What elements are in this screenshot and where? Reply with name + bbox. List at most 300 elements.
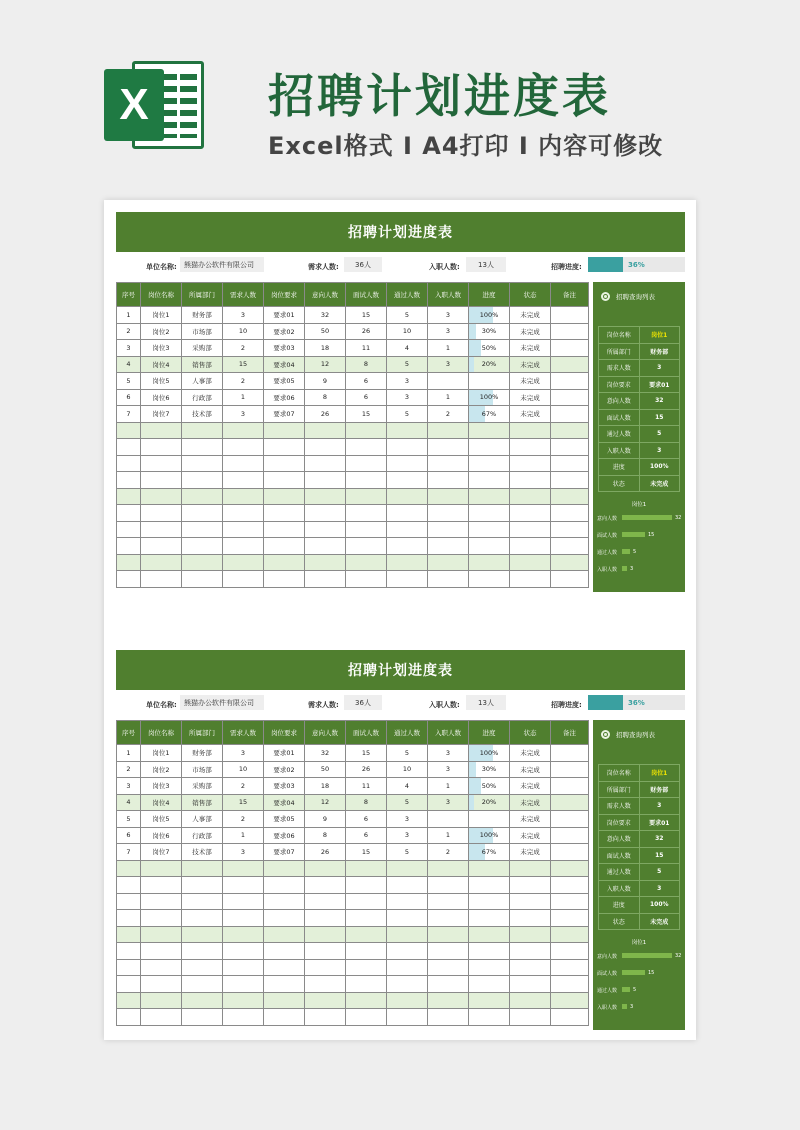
cell-intent[interactable] — [305, 976, 346, 993]
cell-status[interactable] — [510, 992, 551, 1009]
cell-post[interactable]: 岗位2 — [141, 323, 182, 340]
cell-progress[interactable] — [469, 959, 510, 976]
cell-interview[interactable] — [346, 538, 387, 555]
cell-intent[interactable] — [305, 877, 346, 894]
cell-pass[interactable] — [387, 505, 428, 522]
cell-pass[interactable] — [387, 422, 428, 439]
column-header[interactable]: 意向人数 — [305, 721, 346, 745]
cell-need[interactable]: 15 — [223, 794, 264, 811]
cell-hired[interactable] — [428, 554, 469, 571]
cell-status[interactable] — [510, 422, 551, 439]
cell-note[interactable] — [551, 554, 589, 571]
cell-need[interactable] — [223, 860, 264, 877]
cell-status[interactable] — [510, 976, 551, 993]
column-header[interactable]: 意向人数 — [305, 283, 346, 307]
cell-hired[interactable]: 2 — [428, 406, 469, 423]
cell-dept[interactable]: 采购部 — [182, 340, 223, 357]
cell-no[interactable]: 3 — [117, 778, 141, 795]
cell-req[interactable]: 要求06 — [264, 827, 305, 844]
cell-note[interactable] — [551, 307, 589, 324]
cell-req[interactable] — [264, 472, 305, 489]
cell-interview[interactable]: 6 — [346, 389, 387, 406]
cell-no[interactable]: 1 — [117, 745, 141, 762]
cell-hired[interactable] — [428, 571, 469, 588]
column-header[interactable]: 所属部门 — [182, 283, 223, 307]
cell-need[interactable] — [223, 910, 264, 927]
cell-note[interactable] — [551, 472, 589, 489]
cell-intent[interactable] — [305, 926, 346, 943]
cell-req[interactable]: 要求01 — [264, 307, 305, 324]
cell-dept[interactable]: 市场部 — [182, 323, 223, 340]
cell-note[interactable] — [551, 877, 589, 894]
cell-status[interactable]: 未完成 — [510, 811, 551, 828]
cell-no[interactable] — [117, 893, 141, 910]
cell-hired[interactable] — [428, 1009, 469, 1026]
cell-interview[interactable] — [346, 554, 387, 571]
cell-req[interactable] — [264, 455, 305, 472]
cell-note[interactable] — [551, 926, 589, 943]
cell-note[interactable] — [551, 1009, 589, 1026]
column-header[interactable]: 岗位名称 — [141, 721, 182, 745]
cell-intent[interactable]: 32 — [305, 745, 346, 762]
cell-status[interactable]: 未完成 — [510, 307, 551, 324]
cell-progress[interactable] — [469, 455, 510, 472]
cell-post[interactable] — [141, 488, 182, 505]
cell-post[interactable] — [141, 926, 182, 943]
cell-status[interactable] — [510, 893, 551, 910]
cell-post[interactable]: 岗位7 — [141, 844, 182, 861]
cell-dept[interactable] — [182, 926, 223, 943]
cell-hired[interactable] — [428, 373, 469, 390]
cell-interview[interactable]: 15 — [346, 307, 387, 324]
cell-need[interactable]: 3 — [223, 307, 264, 324]
cell-dept[interactable] — [182, 455, 223, 472]
cell-no[interactable] — [117, 571, 141, 588]
cell-pass[interactable] — [387, 976, 428, 993]
cell-note[interactable] — [551, 373, 589, 390]
cell-progress[interactable] — [469, 422, 510, 439]
lookup-selector-dropdown[interactable]: 岗位1 — [639, 765, 680, 782]
cell-hired[interactable] — [428, 521, 469, 538]
cell-interview[interactable] — [346, 976, 387, 993]
cell-progress[interactable] — [469, 827, 510, 844]
cell-status[interactable] — [510, 943, 551, 960]
cell-pass[interactable] — [387, 554, 428, 571]
cell-intent[interactable] — [305, 959, 346, 976]
cell-interview[interactable] — [346, 910, 387, 927]
cell-req[interactable]: 要求01 — [264, 745, 305, 762]
cell-progress[interactable] — [469, 472, 510, 489]
cell-hired[interactable]: 1 — [428, 827, 469, 844]
cell-intent[interactable]: 8 — [305, 389, 346, 406]
cell-intent[interactable] — [305, 505, 346, 522]
cell-note[interactable] — [551, 844, 589, 861]
cell-note[interactable] — [551, 521, 589, 538]
cell-need[interactable] — [223, 976, 264, 993]
cell-progress[interactable] — [469, 439, 510, 456]
need-field[interactable]: 36人 — [344, 695, 382, 710]
cell-note[interactable] — [551, 893, 589, 910]
cell-note[interactable] — [551, 860, 589, 877]
cell-dept[interactable]: 销售部 — [182, 356, 223, 373]
cell-pass[interactable]: 4 — [387, 778, 428, 795]
column-header[interactable]: 通过人数 — [387, 283, 428, 307]
cell-need[interactable]: 2 — [223, 373, 264, 390]
cell-req[interactable]: 要求04 — [264, 356, 305, 373]
cell-req[interactable] — [264, 926, 305, 943]
column-header[interactable]: 所属部门 — [182, 721, 223, 745]
cell-need[interactable]: 2 — [223, 778, 264, 795]
cell-pass[interactable] — [387, 472, 428, 489]
cell-progress[interactable] — [469, 943, 510, 960]
cell-pass[interactable]: 10 — [387, 323, 428, 340]
cell-need[interactable] — [223, 455, 264, 472]
column-header[interactable]: 面试人数 — [346, 721, 387, 745]
cell-pass[interactable]: 5 — [387, 406, 428, 423]
cell-no[interactable] — [117, 422, 141, 439]
cell-req[interactable]: 要求07 — [264, 406, 305, 423]
cell-note[interactable] — [551, 992, 589, 1009]
cell-progress[interactable] — [469, 538, 510, 555]
cell-status[interactable] — [510, 1009, 551, 1026]
cell-req[interactable]: 要求05 — [264, 811, 305, 828]
cell-post[interactable] — [141, 893, 182, 910]
cell-req[interactable]: 要求03 — [264, 340, 305, 357]
cell-no[interactable]: 4 — [117, 356, 141, 373]
cell-hired[interactable]: 3 — [428, 794, 469, 811]
cell-post[interactable] — [141, 860, 182, 877]
cell-req[interactable]: 要求03 — [264, 778, 305, 795]
cell-pass[interactable] — [387, 893, 428, 910]
cell-status[interactable] — [510, 926, 551, 943]
cell-hired[interactable]: 3 — [428, 356, 469, 373]
cell-req[interactable] — [264, 521, 305, 538]
column-header[interactable]: 需求人数 — [223, 721, 264, 745]
cell-note[interactable] — [551, 356, 589, 373]
cell-no[interactable]: 2 — [117, 323, 141, 340]
cell-req[interactable]: 要求07 — [264, 844, 305, 861]
cell-post[interactable] — [141, 992, 182, 1009]
cell-dept[interactable] — [182, 877, 223, 894]
company-field[interactable]: 熊猫办公软件有限公司 — [180, 695, 264, 710]
cell-hired[interactable]: 3 — [428, 307, 469, 324]
cell-status[interactable] — [510, 538, 551, 555]
cell-pass[interactable] — [387, 488, 428, 505]
cell-note[interactable] — [551, 389, 589, 406]
cell-note[interactable] — [551, 827, 589, 844]
cell-pass[interactable] — [387, 860, 428, 877]
cell-progress[interactable] — [469, 505, 510, 522]
cell-status[interactable]: 未完成 — [510, 844, 551, 861]
cell-pass[interactable]: 5 — [387, 844, 428, 861]
cell-post[interactable]: 岗位2 — [141, 761, 182, 778]
cell-interview[interactable] — [346, 472, 387, 489]
cell-post[interactable] — [141, 1009, 182, 1026]
cell-req[interactable]: 要求02 — [264, 323, 305, 340]
cell-dept[interactable] — [182, 538, 223, 555]
cell-dept[interactable] — [182, 959, 223, 976]
cell-hired[interactable] — [428, 538, 469, 555]
cell-no[interactable] — [117, 472, 141, 489]
cell-intent[interactable] — [305, 455, 346, 472]
cell-intent[interactable] — [305, 943, 346, 960]
cell-intent[interactable]: 9 — [305, 373, 346, 390]
cell-no[interactable] — [117, 992, 141, 1009]
column-header[interactable]: 序号 — [117, 721, 141, 745]
cell-hired[interactable]: 3 — [428, 323, 469, 340]
column-header[interactable]: 入职人数 — [428, 721, 469, 745]
cell-pass[interactable]: 3 — [387, 827, 428, 844]
cell-status[interactable] — [510, 554, 551, 571]
cell-req[interactable] — [264, 538, 305, 555]
cell-pass[interactable]: 3 — [387, 373, 428, 390]
cell-pass[interactable]: 3 — [387, 811, 428, 828]
cell-intent[interactable] — [305, 422, 346, 439]
cell-hired[interactable] — [428, 455, 469, 472]
cell-note[interactable] — [551, 571, 589, 588]
cell-interview[interactable]: 11 — [346, 340, 387, 357]
cell-pass[interactable] — [387, 571, 428, 588]
cell-note[interactable] — [551, 406, 589, 423]
cell-interview[interactable] — [346, 992, 387, 1009]
cell-need[interactable]: 2 — [223, 340, 264, 357]
cell-progress[interactable] — [469, 877, 510, 894]
cell-intent[interactable]: 50 — [305, 323, 346, 340]
cell-post[interactable] — [141, 910, 182, 927]
cell-no[interactable] — [117, 554, 141, 571]
cell-post[interactable] — [141, 554, 182, 571]
cell-need[interactable] — [223, 422, 264, 439]
cell-status[interactable]: 未完成 — [510, 406, 551, 423]
cell-no[interactable]: 7 — [117, 844, 141, 861]
cell-hired[interactable]: 1 — [428, 389, 469, 406]
cell-need[interactable]: 2 — [223, 811, 264, 828]
cell-progress[interactable] — [469, 811, 510, 828]
cell-need[interactable] — [223, 926, 264, 943]
cell-req[interactable] — [264, 488, 305, 505]
cell-interview[interactable] — [346, 926, 387, 943]
cell-no[interactable]: 5 — [117, 373, 141, 390]
cell-interview[interactable] — [346, 521, 387, 538]
cell-need[interactable]: 10 — [223, 323, 264, 340]
cell-note[interactable] — [551, 439, 589, 456]
cell-req[interactable] — [264, 910, 305, 927]
cell-interview[interactable] — [346, 422, 387, 439]
cell-status[interactable]: 未完成 — [510, 356, 551, 373]
cell-dept[interactable] — [182, 860, 223, 877]
cell-need[interactable] — [223, 521, 264, 538]
cell-no[interactable]: 3 — [117, 340, 141, 357]
cell-status[interactable]: 未完成 — [510, 745, 551, 762]
cell-req[interactable] — [264, 439, 305, 456]
cell-intent[interactable] — [305, 571, 346, 588]
cell-need[interactable] — [223, 472, 264, 489]
cell-interview[interactable] — [346, 893, 387, 910]
cell-progress[interactable] — [469, 976, 510, 993]
cell-need[interactable] — [223, 538, 264, 555]
cell-no[interactable]: 2 — [117, 761, 141, 778]
cell-need[interactable] — [223, 959, 264, 976]
cell-post[interactable] — [141, 959, 182, 976]
cell-need[interactable]: 1 — [223, 827, 264, 844]
cell-req[interactable]: 要求04 — [264, 794, 305, 811]
cell-pass[interactable] — [387, 877, 428, 894]
column-header[interactable]: 岗位名称 — [141, 283, 182, 307]
cell-intent[interactable] — [305, 521, 346, 538]
cell-progress[interactable] — [469, 307, 510, 324]
cell-post[interactable]: 岗位6 — [141, 827, 182, 844]
cell-interview[interactable] — [346, 488, 387, 505]
cell-progress[interactable] — [469, 488, 510, 505]
column-header[interactable]: 通过人数 — [387, 721, 428, 745]
hired-field[interactable]: 13人 — [466, 695, 506, 710]
cell-dept[interactable] — [182, 488, 223, 505]
cell-req[interactable] — [264, 959, 305, 976]
cell-dept[interactable] — [182, 505, 223, 522]
cell-post[interactable] — [141, 422, 182, 439]
cell-need[interactable]: 1 — [223, 389, 264, 406]
cell-interview[interactable]: 15 — [346, 745, 387, 762]
cell-intent[interactable]: 9 — [305, 811, 346, 828]
cell-no[interactable]: 6 — [117, 389, 141, 406]
cell-post[interactable] — [141, 521, 182, 538]
cell-hired[interactable] — [428, 959, 469, 976]
cell-dept[interactable] — [182, 943, 223, 960]
cell-post[interactable]: 岗位4 — [141, 356, 182, 373]
cell-post[interactable] — [141, 439, 182, 456]
cell-hired[interactable]: 3 — [428, 745, 469, 762]
cell-need[interactable] — [223, 571, 264, 588]
cell-dept[interactable] — [182, 422, 223, 439]
cell-progress[interactable] — [469, 571, 510, 588]
cell-intent[interactable]: 26 — [305, 844, 346, 861]
column-header[interactable]: 需求人数 — [223, 283, 264, 307]
cell-progress[interactable] — [469, 860, 510, 877]
column-header[interactable]: 状态 — [510, 721, 551, 745]
cell-pass[interactable]: 5 — [387, 307, 428, 324]
cell-intent[interactable] — [305, 472, 346, 489]
cell-no[interactable] — [117, 926, 141, 943]
cell-pass[interactable] — [387, 926, 428, 943]
cell-note[interactable] — [551, 455, 589, 472]
cell-progress[interactable] — [469, 761, 510, 778]
cell-need[interactable] — [223, 505, 264, 522]
cell-req[interactable] — [264, 505, 305, 522]
hired-field[interactable]: 13人 — [466, 257, 506, 272]
cell-need[interactable] — [223, 992, 264, 1009]
cell-status[interactable] — [510, 472, 551, 489]
cell-note[interactable] — [551, 959, 589, 976]
cell-note[interactable] — [551, 538, 589, 555]
cell-intent[interactable] — [305, 893, 346, 910]
cell-progress[interactable] — [469, 794, 510, 811]
cell-no[interactable] — [117, 877, 141, 894]
cell-dept[interactable] — [182, 910, 223, 927]
cell-interview[interactable]: 15 — [346, 406, 387, 423]
cell-req[interactable] — [264, 992, 305, 1009]
cell-intent[interactable]: 32 — [305, 307, 346, 324]
column-header[interactable]: 序号 — [117, 283, 141, 307]
cell-pass[interactable]: 5 — [387, 745, 428, 762]
cell-note[interactable] — [551, 811, 589, 828]
cell-note[interactable] — [551, 505, 589, 522]
cell-intent[interactable] — [305, 860, 346, 877]
cell-need[interactable] — [223, 943, 264, 960]
cell-need[interactable]: 3 — [223, 745, 264, 762]
cell-status[interactable] — [510, 877, 551, 894]
cell-req[interactable] — [264, 893, 305, 910]
cell-req[interactable] — [264, 1009, 305, 1026]
cell-no[interactable] — [117, 1009, 141, 1026]
cell-intent[interactable] — [305, 910, 346, 927]
cell-need[interactable] — [223, 439, 264, 456]
cell-dept[interactable]: 技术部 — [182, 844, 223, 861]
cell-pass[interactable] — [387, 439, 428, 456]
cell-post[interactable] — [141, 943, 182, 960]
cell-need[interactable] — [223, 877, 264, 894]
cell-status[interactable]: 未完成 — [510, 827, 551, 844]
cell-need[interactable]: 15 — [223, 356, 264, 373]
column-header[interactable]: 进度 — [469, 283, 510, 307]
cell-interview[interactable] — [346, 1009, 387, 1026]
company-field[interactable]: 熊猫办公软件有限公司 — [180, 257, 264, 272]
cell-progress[interactable] — [469, 356, 510, 373]
cell-progress[interactable] — [469, 521, 510, 538]
cell-status[interactable]: 未完成 — [510, 761, 551, 778]
cell-progress[interactable] — [469, 910, 510, 927]
cell-progress[interactable] — [469, 844, 510, 861]
cell-post[interactable]: 岗位1 — [141, 307, 182, 324]
cell-status[interactable] — [510, 439, 551, 456]
cell-no[interactable]: 4 — [117, 794, 141, 811]
cell-post[interactable] — [141, 571, 182, 588]
cell-post[interactable] — [141, 976, 182, 993]
cell-hired[interactable]: 1 — [428, 778, 469, 795]
cell-hired[interactable] — [428, 472, 469, 489]
cell-req[interactable] — [264, 877, 305, 894]
cell-no[interactable]: 6 — [117, 827, 141, 844]
cell-pass[interactable] — [387, 1009, 428, 1026]
cell-interview[interactable] — [346, 959, 387, 976]
cell-status[interactable]: 未完成 — [510, 794, 551, 811]
cell-dept[interactable]: 人事部 — [182, 811, 223, 828]
cell-status[interactable] — [510, 910, 551, 927]
cell-pass[interactable]: 5 — [387, 794, 428, 811]
cell-dept[interactable]: 技术部 — [182, 406, 223, 423]
cell-intent[interactable] — [305, 554, 346, 571]
cell-hired[interactable] — [428, 860, 469, 877]
cell-intent[interactable]: 12 — [305, 356, 346, 373]
column-header[interactable]: 入职人数 — [428, 283, 469, 307]
cell-post[interactable]: 岗位5 — [141, 373, 182, 390]
cell-no[interactable] — [117, 521, 141, 538]
cell-interview[interactable]: 8 — [346, 794, 387, 811]
cell-interview[interactable]: 6 — [346, 373, 387, 390]
cell-interview[interactable] — [346, 455, 387, 472]
cell-dept[interactable]: 人事部 — [182, 373, 223, 390]
column-header[interactable]: 进度 — [469, 721, 510, 745]
cell-hired[interactable]: 3 — [428, 761, 469, 778]
cell-status[interactable] — [510, 571, 551, 588]
cell-need[interactable] — [223, 893, 264, 910]
cell-hired[interactable] — [428, 893, 469, 910]
cell-req[interactable] — [264, 976, 305, 993]
cell-intent[interactable] — [305, 488, 346, 505]
cell-req[interactable] — [264, 422, 305, 439]
cell-progress[interactable] — [469, 926, 510, 943]
cell-note[interactable] — [551, 943, 589, 960]
cell-post[interactable] — [141, 455, 182, 472]
